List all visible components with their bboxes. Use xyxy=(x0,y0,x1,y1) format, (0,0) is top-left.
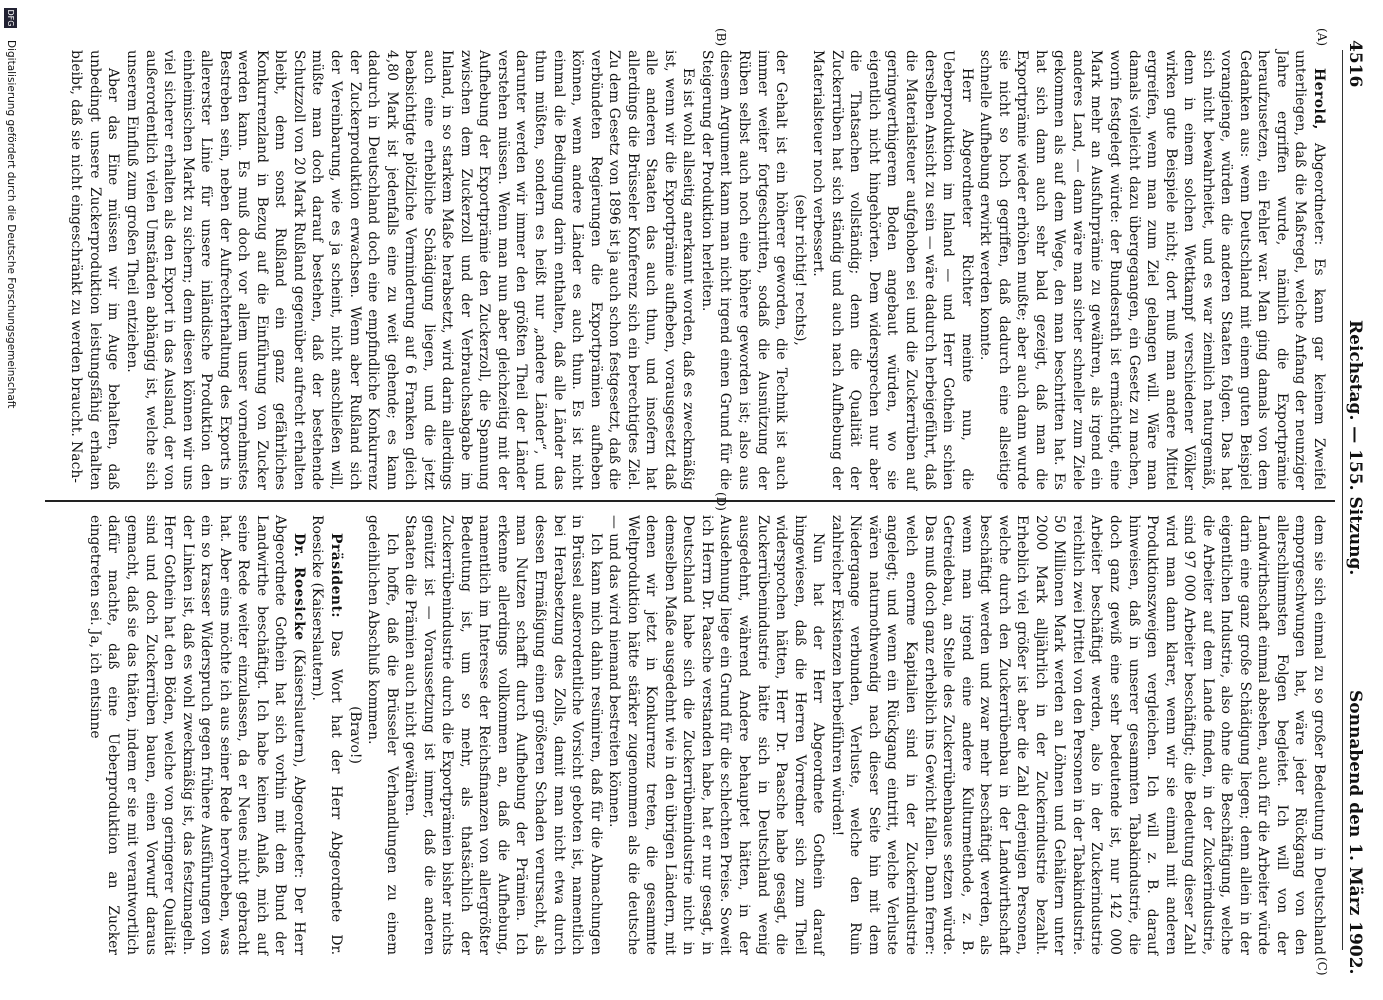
paragraph xyxy=(827,515,1328,955)
paragraph-text: dem sie sich einmal zu so großer Bedeutung in Deutschland emporgeschwungen hat, wäre jeder Rückgang von den allerschlimmsten Folgen begleitet. Ich will von der Landwirthschaft einmal absehen, auch für die Arbeiter würde darin eine ganz große Schädigung liegen; denn allein in der eigentlichen Industrie, also ohne die Beschäftigung, welche die Arbeiter auf dem Lande finden, in der Zuckerindustrie, sind 97 000 Arbeiter beschäftigt; die Bedeutung dieser Zahl wird man dann klarer, wenn wir sie einmal mit anderen Produktionszweigen vergleichen. Ich will z. B. darauf hinweisen, daß in unserer gesammten Tabakindustrie, die doch ganz gewiß eine sehr bedeutende ist, nur 142 000 Arbeiter beschäftigt werden, also in der Zuckerindustrie reichlich zwei Drittel von den Personen in der Tabakindustrie. 50 Millionen Mark werden an Löhnen und Gehältern unter 2000 Mark alljährlich in der Zuckerindustrie bezahlt. Erheblich viel größer ist aber die Zahl derjenigen Personen, welche durch den Zuckerrübenbau in der Landwirthschaft beschäftigt werden und zwar mehr beschäftigt werden, als wenn man irgend eine andere Kulturmethode, z. B. Getreidebau, an Stelle des Zuckerrübenbaues setzen würde. Das muß doch ganz erheblich ins Gewicht fallen. Dann ferner: welch enorme Kapitalien sind in der Zuckerindustrie angelegt; und wenn ein Rückgang eintritt, welche Verluste wären naturnothwendig nach dieser Seite hin mit dem Niedergange verbunden, Verluste, welche den Ruin zahlreicher Existenzen herbeiführen würden! xyxy=(828,515,1327,955)
paragraph-text: Ich kann mich dahin resümiren, daß für die Abmachungen in Brüssel außerordentliche Vorsicht geboten ist, namentlich bei Herabsetzung des Zolls, damit man nicht etwa durch dessen Ermäßigung einen größeren Schaden verursacht, als man Nutzen schafft durch Aufhebung der Prämien. Ich erkenne allerdings vollkommen an, daß die Aufhebung, namentlich im Interesse der Reichsfinanzen von allergrößter Bedeutung ist, um so mehr, als thatsächlich der Zuckerrübenindustrie durch die Exportprämien bisher nichts genützt ist — Voraussetzung ist immer, daß die anderen Staaten die Prämien auch nicht gewähren. xyxy=(402,515,604,955)
dfg-logo: DFG xyxy=(6,9,15,27)
paragraph-text: Aber das Eine müssen wir im Auge behalten, daß unbedingt unsere Zuckerproduktion leistungsfähig erhalten bleibt, daß sie nicht eingeschränkt zu werden braucht. Nach- xyxy=(68,50,122,490)
paragraph-text: (Bravo!) xyxy=(346,706,363,764)
margin-marker-a: (A) xyxy=(1315,28,1329,47)
paragraph xyxy=(809,50,976,490)
paragraph xyxy=(67,50,123,490)
margin-marker-c: (C) xyxy=(1315,957,1329,976)
page-header xyxy=(1335,0,1375,1000)
page-number: 4516 xyxy=(1345,40,1365,88)
paragraph xyxy=(345,515,364,955)
paragraph-text: (sehr richtig! rechts), xyxy=(791,194,808,346)
footer-text: Digitalisierung gefördert durch die Deutsche Forschungsgemeinschaft xyxy=(5,40,17,409)
paragraph xyxy=(697,50,790,490)
paragraph xyxy=(790,50,809,490)
paragraph xyxy=(122,50,697,490)
paragraph xyxy=(364,515,401,955)
paragraph xyxy=(308,515,345,955)
text-column-left xyxy=(67,50,1328,490)
paragraph-text: Abgeordneter: Es kann gar keinem Zweifel unterliegen, daß die Maßregel, welche Anfang der neunziger Jahre ergriffen wurde, nämlich die Exportprämie heraufzusetzen, ein Fehler war. Man ging damals von dem Gedanken aus: wenn Deutschland mit einem guten Beispiel vorangienge, würden die anderen Staaten folgen. Das hat sich nicht bewahrheitet, und es war ziemlich naturgemäß, denn in einem solchen Wettkampf verschiedener Völker wirken gute Beispiele nicht; dort muß man andere Mittel ergreifen, wenn man zum Ziel gelangen will. Wäre man damals vielleicht dazu übergegangen, ein Gesetz zu machen, worin festgelegt würde: der Bundesrath ist ermächtigt, eine Mark mehr an Ausfuhrprämie zu gewähren, als irgend ein anderes Land, — dann wäre man sicher schneller zum Ziele gekommen als auf dem Wege, den man beschritten hat. Es hat sich dann auch sehr bald gezeigt, daß man die Exportprämie wieder erhöhen mußte; aber auch dann wurde sie nicht so hoch gegriffen, daß dadurch eine allseitige schnelle Aufhebung erwirkt werden konnte. xyxy=(977,50,1327,490)
paragraph-text: Herr Abgeordneter Richter meinte nun, die Ueberproduktion im Inland — und Herr Gothein schien derselben Ansicht zu sein — wäre dadurch herbeigeführt, daß die Materialsteuer aufgehoben sei und die Zuckerrüben auf geringwerthigerem Boden angebaut würden, wo sie eigentlich nicht hingehörten. Dem widersprechen nur aber die Thatsachen vollständig; denn die Qualität der Zuckerrüben hat sich ständig und auch nach Aufhebung der Materialsteuer noch verbessert. xyxy=(810,50,975,490)
paragraph-text: der Gehalt ist ein höherer geworden, die Technik ist auch immer weiter fortgeschritten, sodaß die Ausnützung der Rüben selbst auch noch eine höhere geworden ist; also aus diesem Argument kann man nicht irgend einen Grund für die Steigerung der Produktion herleiten. xyxy=(698,50,790,490)
paragraph-text: Nun hat der Herr Abgeordnete Gothein darauf hingewiesen, daß die Herren Vorredner sich zum Theil widersprochen hätten, Herr Dr. Paasche habe gesagt, die Zuckerrübenindustrie hätte sich in Deutschland wenig ausgedehnt, während Andere behauptet hätten, in der Ausdehnung liege ein Grund für die schlechten Preise. Soweit ich Herrn Dr. Paasche verstanden habe, hat er nur gesagt, in Deutschland habe sich die Zuckerrübenindustrie nicht in demselben Maße ausgedehnt wie in den übrigen Ländern, mit denen wir jetzt in Konkurrenz treten, die gesammte Weltproduktion hätte stärker zugenommen als die deutsche — und das wird niemand bestreiten können. xyxy=(606,515,827,955)
text-column-right xyxy=(85,515,1328,955)
header-title: Reichstag. — 155. Sitzung. xyxy=(1345,320,1365,576)
paragraph xyxy=(85,515,308,955)
speaker-name: Herold, xyxy=(1311,68,1327,130)
paragraph-text: (Kaiserslautern), Abgeordneter: Der Herr Abgeordnete Gothein hat sich vorhin mit dem Bund der Landwirthe beschäftigt. Ich habe keinen Anlaß, mich auf seine Rede weiter einzulassen, da er Neues nicht gebracht hat. Aber eins möchte ich aus seiner Rede hervorheben, was ein so krasser Widerspruch gegen frühere Ausführungen von der Linken ist, daß es wohl zweckmäßig ist, das festzunageln. Herr Gothein hat den Böden, welche von geringerer Qualität sind und doch Zuckerrüben bauen, einen Vorwurf daraus gemacht, daß sie das thäten, indem er sie mit verantwortlich dafür machte, daß eine Ueberproduktion an Zucker eingetreten sei. Ja, ich entsinne xyxy=(86,515,307,955)
speaker-name: Dr. Roesicke xyxy=(290,533,307,641)
header-rule xyxy=(1342,50,1343,950)
paragraph-text: Das Wort hat der Herr Abgeordnete Dr. Roesicke (Kaiserslautern). xyxy=(309,515,345,955)
header-date: Sonnabend den 1. März 1902. xyxy=(1345,690,1365,975)
paragraph xyxy=(605,515,828,955)
speaker-name: Präsident: xyxy=(328,533,345,619)
paragraph xyxy=(401,515,605,955)
margin-marker-b: (B) xyxy=(714,28,728,47)
column-rule xyxy=(45,500,1335,502)
paragraph xyxy=(976,50,1328,490)
paragraph-text: Es ist wohl allseitig anerkannt worden, daß es zweckmäßig ist, wenn wir die Exportprämie aufheben, vorausgesetzt daß alle anderen Staaten das auch thun, und insofern hat allerdings die Brüsseler Konferenz sich ein berechtigtes Ziel. Zu dem Gesetz von 1896 ist ja auch schon festgesetzt, daß die verbündeten Regierungen die Exportprämien aufheben können, wenn andere Länder es auch thun. Es ist nicht einmal die Bedingung darin enthalten, daß alle Länder das thun müßten, sondern es heißt nur „andere Länder“, und darunter werden wir immer den größten Theil der Länder verstehen müssen. Wenn man nun aber gleichzeitig mit der Aufhebung der Exportprämie den Zuckerzoll, die Spannung zwischen dem Zuckerzoll und der Verbrauchsabgabe im Inland, in so starkem Maße herabsetzt, wird darin allerdings auch eine erhebliche Schädigung liegen, und die jetzt beabsichtigte plötzliche Verminderung auf 6 Franken gleich 4,80 Mark ist jedenfalls eine zu weit gehende; es kann dadurch in Deutschland doch eine empfindliche Konkurrenz der Zuckerproduktion erwachsen. Wenn aber Rußland sich der Vereinbarung, wie es ja scheint, nicht anschließen will, müßte man doch darauf bestehen, daß der bestehende Schutzzoll von 20 Mark Rußland gegenüber aufrecht erhalten bleibt, denn sonst Rußland ein ganz gefährliches Konkurrenzland in Bezug auf die Einführung von Zucker werden kann. Es muß doch vor allem unser vornehmstes Bestreben sein, neben der Aufrechterhaltung des Exports in allererster Linie für unsere inländische Produktion den einheimischen Markt zu sichern; denn diesen können wir uns viel sicherer erhalten als den Export in das Ausland, der von außerordentlich vielen Umständen abhängig ist, welche sich unserem Einfluß zum großen Theil entziehen. xyxy=(124,50,697,490)
paragraph-text: Ich hoffe, daß die Brüsseler Verhandlungen zu einem gedeihlichen Abschluß kommen. xyxy=(365,515,400,955)
digitization-footer xyxy=(0,0,20,1000)
